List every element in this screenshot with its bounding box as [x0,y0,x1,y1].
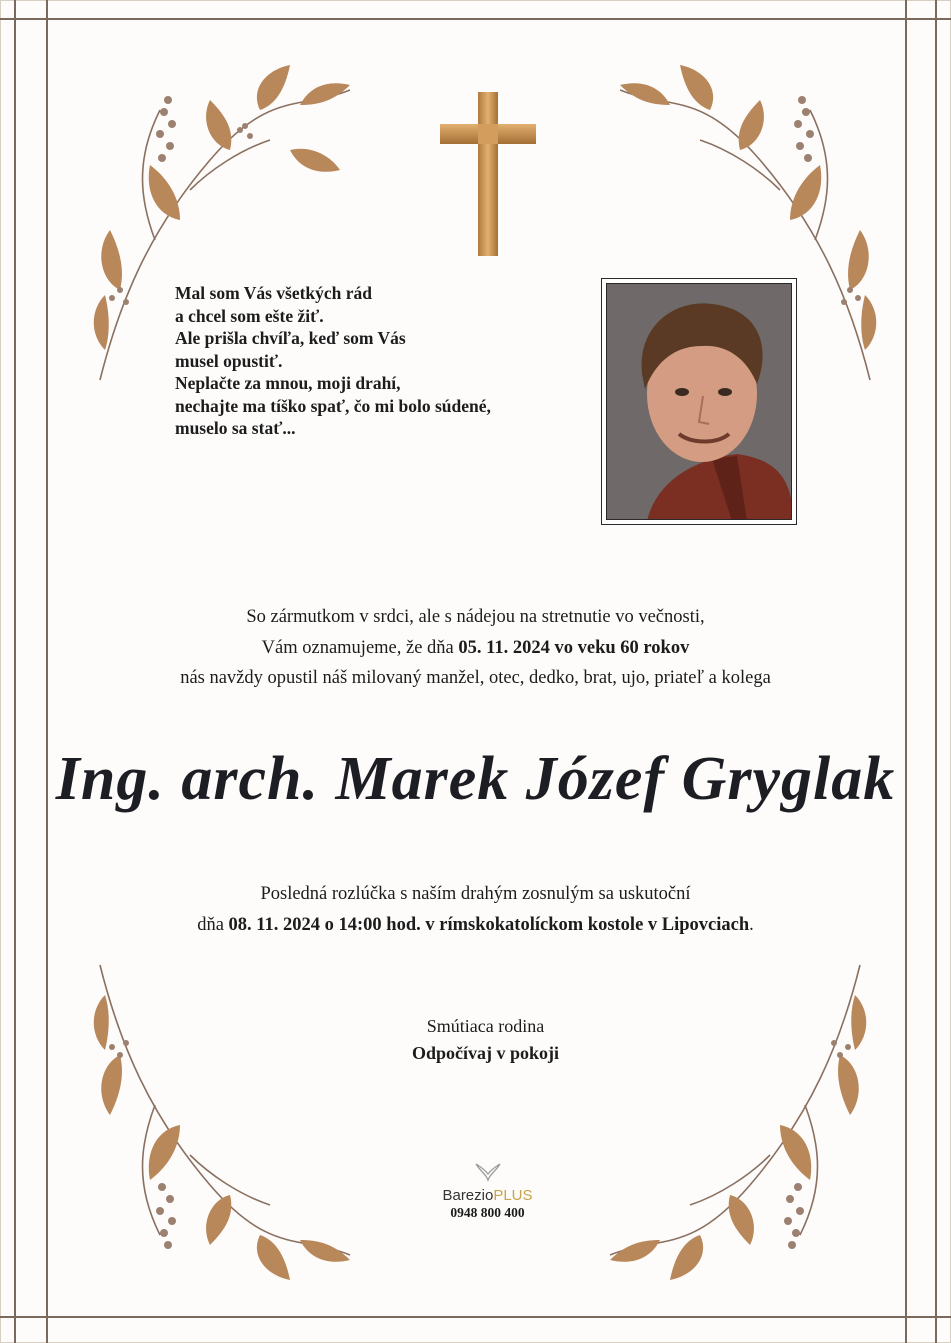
announcement-line-2 [0,633,951,664]
cross-icon [440,92,536,256]
floral-decoration-bottom-left [60,955,360,1295]
funeral-line-2 [0,910,951,941]
frame-line-bottom [0,1316,951,1318]
frame-line-top [0,18,951,20]
barezio-logo-icon [473,1160,503,1182]
poem [175,282,595,440]
floral-decoration-bottom-right [610,955,900,1295]
logo-name-main: Barezio [442,1187,494,1204]
family-signature [0,1013,951,1067]
announcement-line-1: So zármutkom v srdci, ale s nádejou na stretnutie vo večnosti, [246,607,705,627]
announcement-prefix: Vám oznamujeme, že dňa [261,637,459,658]
portrait-photo [606,283,792,520]
farewell-text: Odpočívaj v pokoji [411,1043,560,1063]
poem-line: Ale prišla chvíľa, keď som Vás [175,328,406,348]
poem-line: a chcel som ešte žiť. [175,305,324,326]
poem-line: nechajte ma tíško spať, čo mi bolo súdené, [175,395,491,416]
logo-phone: 0948 800 400 [450,1205,525,1220]
portrait-photo-frame [601,278,797,525]
death-date: 05. 11. 2024 [458,637,550,658]
funeral-line-1: Posledná rozlúčka s naším drahým zosnulým sa uskutoční [260,884,691,904]
family-signature-text: Smútiaca rodina [426,1016,545,1036]
age: 60 rokov [620,637,690,658]
deceased-name: Ing. arch. Marek Józef Gryglak [55,745,896,813]
funeral-suffix: . [749,914,754,935]
poem-line: musel opustiť. [175,350,283,371]
poem-line: Mal som Vás všetkých rád [175,283,373,303]
funeral-info [0,879,951,940]
announcement-middle: vo veku [549,637,621,658]
announcement-line-3: nás navždy opustil náš milovaný manžel, otec, dedko, brat, ujo, priateľ a kolega [180,668,771,688]
poem-line: muselo sa stať... [175,418,296,438]
logo-name-accent: PLUS [493,1187,533,1204]
funeral-details: 08. 11. 2024 o 14:00 hod. v rímskokatolíckom kostole v Lipovciach [228,914,750,935]
logo-name [0,1187,951,1204]
announcement [0,602,951,694]
poem-line: Neplačte za mnou, moji drahí, [175,373,401,393]
funeral-prefix: dňa [197,914,229,935]
portrait-image [607,284,792,520]
funeral-service-logo [0,1160,951,1221]
